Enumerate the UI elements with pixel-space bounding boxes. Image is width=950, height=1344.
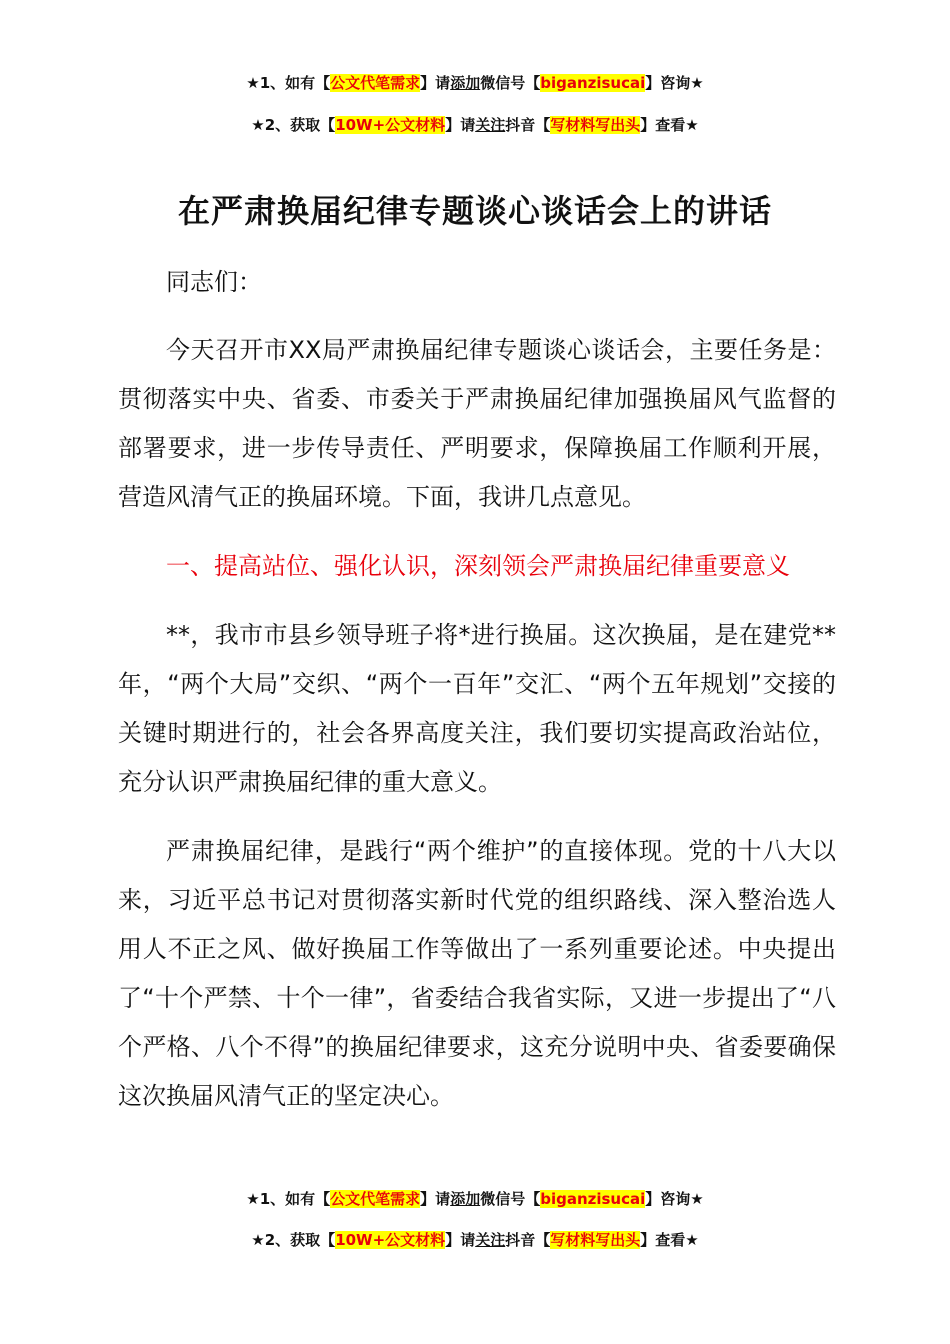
promo-underline: 添加 [450,74,481,92]
promo-suffix: 】咨询★ [645,74,704,92]
document-body [118,326,836,1121]
section-heading-1: 一、提高站位、强化认识，深刻领会严肃换届纪律重要意义 [166,552,790,580]
promo-text: 微信号【 [480,1190,541,1208]
promo-text: 】请 [445,1231,476,1249]
promo-wechat-id: biganzisucai [540,1190,646,1208]
promo-highlight: 10W+公文材料 [335,116,446,134]
promo-line-2-top [0,114,950,135]
promo-suffix: 】查看★ [640,116,699,134]
promo-highlight: 公文代笔需求 [330,74,421,92]
document-title: 在严肃换届纪律专题谈心谈话会上的讲话 [177,192,772,230]
promo-line-1-bottom [0,1188,950,1209]
promo-line-2-bottom [0,1229,950,1250]
promo-text: 抖音【 [505,116,551,134]
paragraph-1: 今天召开市XX局严肃换届纪律专题谈心谈话会，主要任务是：贯彻落实中央、省委、市委关于严肃换届纪律加强换届风气监督的部署要求，进一步传导责任、严明要求，保障换届工作顺利开展，营造风清气正的换届环境。下面，我讲几点意见。 [118,336,836,511]
promo-underline: 添加 [450,1190,481,1208]
greeting: 同志们： [166,268,262,296]
promo-line-1-top [0,72,950,93]
promo-text: 抖音【 [505,1231,551,1249]
promo-text: 微信号【 [480,74,541,92]
promo-wechat-id: biganzisucai [540,74,646,92]
promo-suffix: 】查看★ [640,1231,699,1249]
paragraph-2: **，我市市县乡领导班子将*进行换届。这次换届，是在建党**年，“两个大局”交织、“两个一百年”交汇、“两个五年规划”交接的关键时期进行的，社会各界高度关注，我们要切实提高政治站位，充分认识严肃换届纪律的重大意义。 [118,621,836,796]
paragraph-3: 严肃换届纪律，是践行“两个维护”的直接体现。党的十八大以来，习近平总书记对贯彻落实新时代党的组织路线、深入整治选人用人不正之风、做好换届工作等做出了一系列重要论述。中央提出了“十个严禁、十个一律”，省委结合我省实际，又进一步提出了“八个严格、八个不得”的换届纪律要求，这充分说明中央、省委要确保这次换届风清气正的坚定决心。 [118,837,836,1110]
promo-highlight: 公文代笔需求 [330,1190,421,1208]
promo-prefix: ★2、获取【 [251,116,336,134]
promo-underline: 关注 [475,1231,506,1249]
promo-douyin-id: 写材料写出头 [550,1231,641,1249]
promo-prefix: ★2、获取【 [251,1231,336,1249]
promo-highlight: 10W+公文材料 [335,1231,446,1249]
promo-text: 】请 [420,1190,451,1208]
promo-douyin-id: 写材料写出头 [550,116,641,134]
promo-text: 】请 [420,74,451,92]
promo-suffix: 】咨询★ [645,1190,704,1208]
promo-prefix: ★1、如有【 [246,1190,331,1208]
promo-prefix: ★1、如有【 [246,74,331,92]
promo-underline: 关注 [475,116,506,134]
promo-text: 】请 [445,116,476,134]
